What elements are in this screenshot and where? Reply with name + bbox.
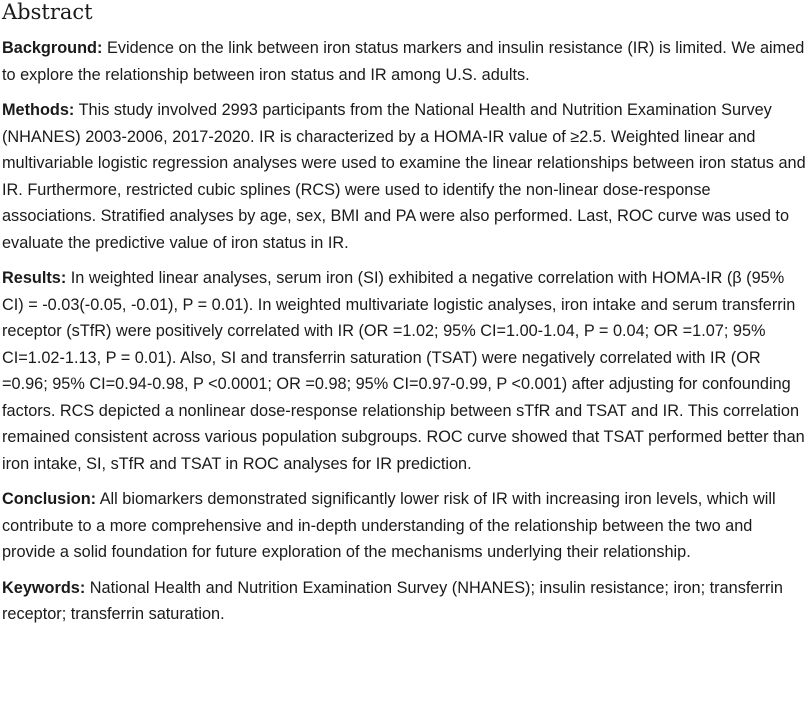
- methods-label: Methods:: [2, 101, 75, 119]
- keywords-paragraph: [2, 575, 808, 628]
- conclusion-text: All biomarkers demonstrated significantly lower risk of IR with increasing iron levels, which will contribute to a more comprehensive and in-depth understanding of the relationship between the two and provide a solid foundation for future exploration of the mechanisms underlying their relationship.: [2, 490, 776, 561]
- results-label: Results:: [2, 269, 67, 287]
- methods-paragraph: [2, 97, 808, 256]
- keywords-text: National Health and Nutrition Examination Survey (NHANES); insulin resistance; iron; transferrin receptor; transferrin saturation.: [2, 578, 783, 623]
- conclusion-paragraph: [2, 486, 808, 566]
- background-paragraph: [2, 35, 808, 88]
- keywords-label: Keywords:: [2, 578, 86, 597]
- conclusion-label: Conclusion:: [2, 490, 97, 508]
- results-paragraph: [2, 265, 808, 477]
- background-text: Evidence on the link between iron status markers and insulin resistance (IR) is limited. We aimed to explore the relationship between iron status and IR among U.S. adults.: [2, 39, 805, 84]
- results-text: In weighted linear analyses, serum iron (SI) exhibited a negative correlation with HOMA-IR (β (95% CI) = -0.03(-0.05, -0.01), P = 0.01). In weighted multivariate logistic analyses, iron intake and serum transferrin receptor (sTfR) were positively correlated with IR (OR =1.02; 95% CI=1.00-1.04, P = 0.04; OR =1.07; 95% CI=1.02-1.13, P = 0.01). Also, SI and transferrin saturation (TSAT) were negatively correlated with IR (OR =0.96; 95% CI=0.94-0.98, P <0.0001; OR =0.98; 95% CI=0.97-0.99, P <0.001) after adjusting for confounding factors. RCS depicted a nonlinear dose-response relationship between sTfR and TSAT and IR. This correlation remained consistent across various population subgroups. ROC curve showed that TSAT performed better than iron intake, SI, sTfR and TSAT in ROC analyses for IR prediction.: [2, 269, 805, 473]
- background-label: Background:: [2, 39, 103, 57]
- methods-text: This study involved 2993 participants from the National Health and Nutrition Examination Survey (NHANES) 2003-2006, 2017-2020. IR is characterized by a HOMA-IR value of ≥2.5. Weighted linear and multivariable logistic regression analyses were used to examine the linear relationships between iron status and IR. Furthermore, restricted cubic splines (RCS) were used to identify the non-linear dose-response associations. Stratified analyses by age, sex, BMI and PA were also performed. Last, ROC curve was used to evaluate the predictive value of iron status in IR.: [2, 101, 806, 252]
- abstract-heading: Abstract: [2, 0, 93, 24]
- abstract-section: [2, 0, 808, 637]
